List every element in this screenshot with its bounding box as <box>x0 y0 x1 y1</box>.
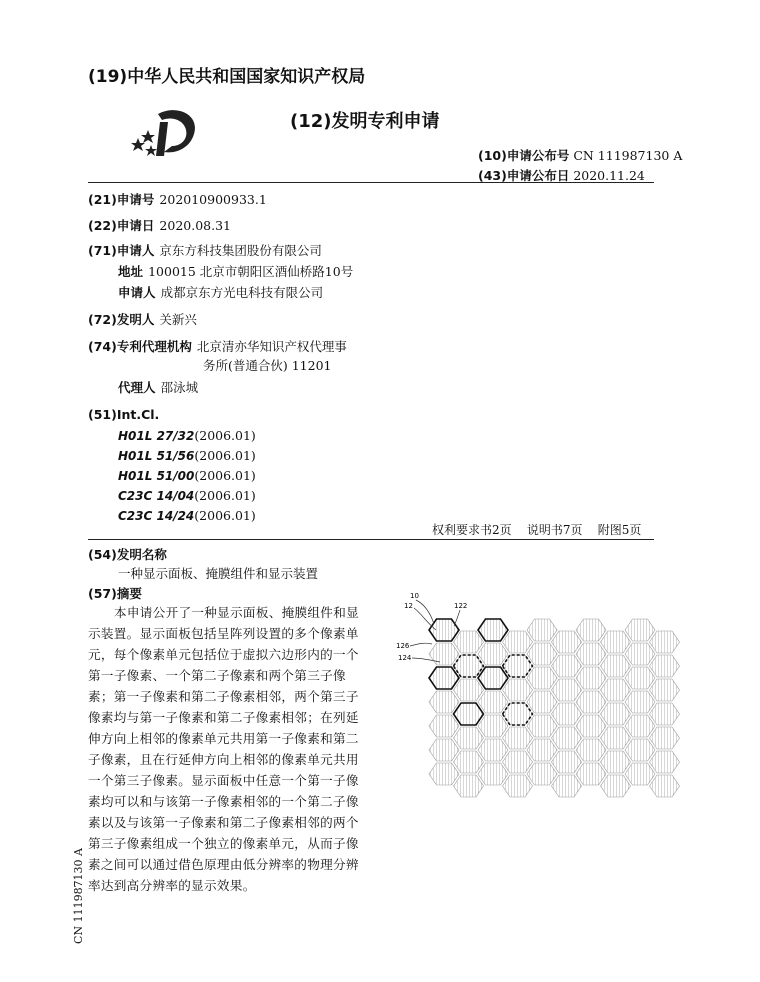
subpixel-hex <box>552 727 582 749</box>
address <box>118 261 353 280</box>
applicant <box>88 240 322 259</box>
subpixel-hex <box>650 631 680 653</box>
ipc-item <box>118 425 256 444</box>
subpixel-hex <box>576 667 606 689</box>
subpixel-hex <box>650 679 680 701</box>
title-label: (54)发明名称 <box>88 547 167 562</box>
subpixel-hex <box>601 703 631 725</box>
pixel-array-figure <box>394 586 686 800</box>
subpixel-hex <box>503 751 533 773</box>
application-date-label: (22)申请日 <box>88 218 155 233</box>
subpixel-hex <box>503 631 533 653</box>
subpixel-hex <box>552 703 582 725</box>
subpixel-hex <box>650 751 680 773</box>
abstract-text: 本申请公开了一种显示面板、掩膜组件和显示装置。显示面板包括呈阵列设置的多个像素单元，每个像素单元包括位于虚拟六边形内的一个第一子像素、一个第二子像素和两个第三子像素；第一子像素和第二子像素相邻，两个第三子像素均与第一子像素和第二子像素相邻；在列延伸方向上相邻的像素单元共用第一子像素和第二子像素，且在行延伸方向上相邻的像素单元共用一个第三子像素。显示面板中任意一个第一子像素均可以和与该第一子像素相邻的一个第二子像素以及与该第一子像素和第二子像素相邻的两个第三子像素组成一个独立的像素单元，从而子像素之间可以通过借色原理由低分辨率的物理分辨率达到高分辨率的显示效果。 <box>88 605 359 893</box>
subpixel-hex <box>625 643 655 665</box>
subpixel-hex <box>478 763 508 785</box>
subpixel-hex <box>625 691 655 713</box>
ipc-item <box>118 505 256 524</box>
patent-agency-value-line1: 北京清亦华知识产权代理事 <box>196 339 347 354</box>
ipc-year: (2006.01) <box>194 488 256 503</box>
ipc-year: (2006.01) <box>194 468 256 483</box>
subpixel-hex <box>527 643 557 665</box>
int-cl-label: (51)Int.Cl. <box>88 407 160 422</box>
side-publication-number: CN 111987130 A <box>72 848 85 944</box>
subpixel-hex <box>576 715 606 737</box>
applicant-2 <box>118 282 323 301</box>
subpixel-hex <box>625 739 655 761</box>
ipc-year: (2006.01) <box>194 448 256 463</box>
inventor-label: (72)发明人 <box>88 312 155 327</box>
subpixel-hex <box>576 763 606 785</box>
subpixel-hex <box>552 751 582 773</box>
subpixel-hex <box>601 655 631 677</box>
subpixel-hex <box>429 739 459 761</box>
biblio-rule <box>88 539 654 540</box>
subpixel-hex <box>650 703 680 725</box>
header-rule <box>88 182 654 183</box>
subpixel-hex <box>503 727 533 749</box>
subpixel-hex <box>527 763 557 785</box>
agent-label: 代理人 <box>118 380 156 395</box>
publication-number-label: (10)申请公布号 <box>478 148 570 163</box>
title-heading <box>88 544 167 563</box>
patent-agency-label: (74)专利代理机构 <box>88 339 192 354</box>
subpixel-hex <box>478 643 508 665</box>
agent <box>118 377 198 396</box>
ipc-code: H01L 51/00 <box>118 469 195 483</box>
figure-label-10: 10 <box>410 592 419 600</box>
subpixel-hex <box>650 655 680 677</box>
figure-label-124: 124 <box>398 654 412 662</box>
page-counts: 权利要求书2页 说明书7页 附图5页 <box>432 523 642 537</box>
patent-agency-value-line2: 务所(普通合伙) 11201 <box>203 358 332 373</box>
subpixel-hex <box>601 631 631 653</box>
application-date <box>88 215 231 234</box>
subpixel-hex <box>527 739 557 761</box>
subpixel-hex <box>552 655 582 677</box>
subpixel-hex <box>527 667 557 689</box>
ipc-year: (2006.01) <box>194 428 256 443</box>
subpixel-hex <box>576 739 606 761</box>
subpixel-hex <box>429 691 459 713</box>
ipc-item <box>118 445 256 464</box>
document-type: (12)发明专利申请 <box>290 111 440 132</box>
address-value: 100015 北京市朝阳区酒仙桥路10号 <box>148 264 354 279</box>
subpixel-hex <box>503 679 533 701</box>
subpixel-hex <box>601 775 631 797</box>
applicant-label: (71)申请人 <box>88 243 155 258</box>
application-date-value: 2020.08.31 <box>159 218 231 233</box>
subpixel-hex <box>650 727 680 749</box>
subpixel-hex <box>478 691 508 713</box>
subpixel-hex <box>576 691 606 713</box>
applicant-2-value: 成都京东方光电科技有限公司 <box>160 285 324 300</box>
subpixel-hex <box>503 775 533 797</box>
ipc-code: C23C 14/24 <box>118 509 195 523</box>
ipc-code: C23C 14/04 <box>118 489 195 503</box>
subpixel-hex <box>454 631 484 653</box>
subpixel-hex <box>650 775 680 797</box>
subpixel-hex <box>576 643 606 665</box>
applicant-2-label: 申请人 <box>118 285 156 300</box>
subpixel-hex <box>552 775 582 797</box>
subpixel-hex <box>601 679 631 701</box>
application-number-value: 202010900933.1 <box>159 192 267 207</box>
figure-label-126: 126 <box>396 642 410 650</box>
figure-label-122: 122 <box>454 602 468 610</box>
ipc-year: (2006.01) <box>194 508 256 523</box>
address-label: 地址 <box>118 264 144 279</box>
applicant-value: 京东方科技集团股份有限公司 <box>159 243 322 258</box>
subpixel-hex <box>601 727 631 749</box>
subpixel-hex <box>625 763 655 785</box>
subpixel-hex <box>429 715 459 737</box>
cnipa-logo <box>124 100 208 162</box>
abstract-heading <box>88 583 142 602</box>
publication-number <box>478 146 682 164</box>
agent-value: 邵泳城 <box>160 380 199 395</box>
application-number-label: (21)申请号 <box>88 192 155 207</box>
subpixel-hex <box>601 751 631 773</box>
publication-number-value: CN 111987130 A <box>573 148 683 163</box>
inventor-value: 关新兴 <box>159 312 197 327</box>
subpixel-hex <box>454 727 484 749</box>
subpixel-hex <box>527 619 557 641</box>
subpixel-hex <box>429 643 459 665</box>
ipc-code: H01L 51/56 <box>118 449 195 463</box>
subpixel-hex <box>625 715 655 737</box>
subpixel-hex <box>625 667 655 689</box>
subpixel-hex <box>429 763 459 785</box>
subpixel-hex <box>478 715 508 737</box>
office-name: (19)中华人民共和国国家知识产权局 <box>88 67 366 87</box>
subpixel-hex <box>552 631 582 653</box>
subpixel-hex <box>454 751 484 773</box>
ipc-item <box>118 485 256 504</box>
subpixel-hex <box>527 691 557 713</box>
figure-label-12: 12 <box>404 602 413 610</box>
publication-date-label: (43)申请公布日 <box>478 168 570 183</box>
subpixel-hex <box>454 775 484 797</box>
publication-date-value: 2020.11.24 <box>573 168 645 183</box>
inventor <box>88 309 197 328</box>
subpixel-hex <box>625 619 655 641</box>
subpixel-hex <box>527 715 557 737</box>
int-cl <box>88 404 159 423</box>
subpixel-hex <box>576 619 606 641</box>
ipc-item <box>118 465 256 484</box>
application-number <box>88 189 267 208</box>
patent-agency <box>88 336 347 355</box>
ipc-code: H01L 27/32 <box>118 429 195 443</box>
subpixel-hex <box>552 679 582 701</box>
abstract-label: (57)摘要 <box>88 586 142 601</box>
subpixel-hex <box>478 739 508 761</box>
invention-title: 一种显示面板、掩膜组件和显示装置 <box>118 566 319 581</box>
subpixel-hex <box>454 679 484 701</box>
